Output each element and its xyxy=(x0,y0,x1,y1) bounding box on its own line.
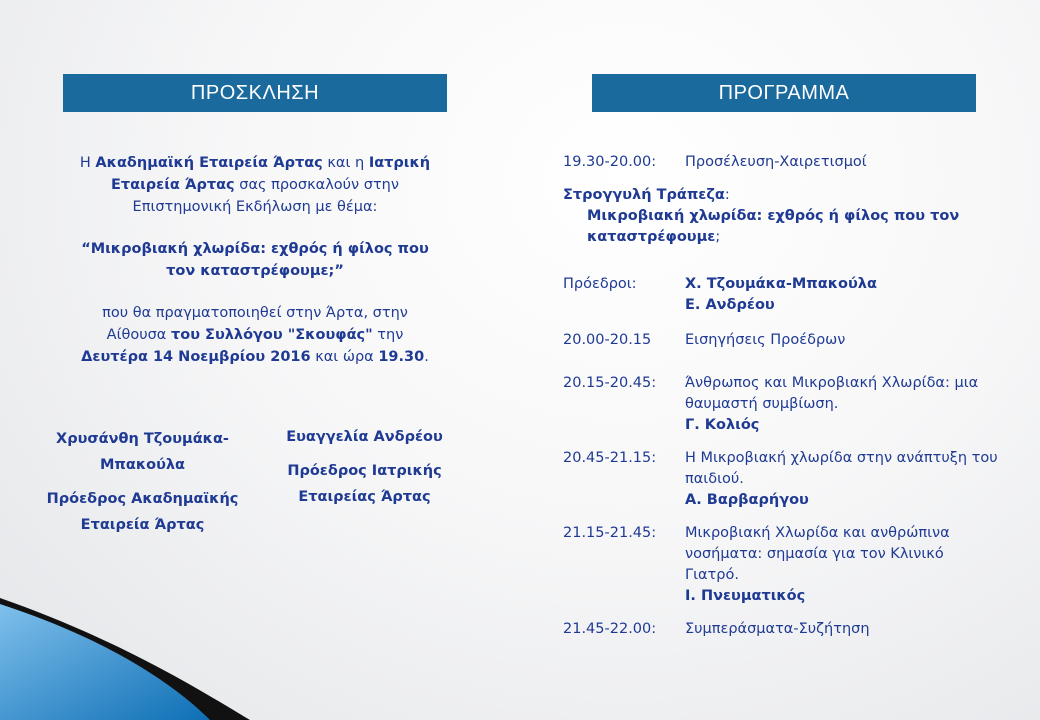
program-row xyxy=(563,523,1023,607)
program-list xyxy=(563,152,1023,640)
program-time: 21.15-21.45: xyxy=(563,525,657,541)
program-time: 21.45-22.00: xyxy=(563,621,657,637)
wave-blue xyxy=(0,604,210,720)
program-header xyxy=(592,74,976,112)
program-row xyxy=(563,448,1023,511)
event-topic-line-2: τον καταστρέφουμε;” xyxy=(166,263,344,279)
invitation-header xyxy=(63,74,447,112)
inv-place-line-1: που θα πραγματοποιηθεί στην Άρτα, στην xyxy=(102,305,408,321)
inv-line-3: Επιστημονική Εκδήλωση με θέμα: xyxy=(132,199,378,215)
round-table-colon: : xyxy=(724,187,730,203)
event-date: Δευτέρα 14 Νοεμβρίου 2016 xyxy=(81,349,311,365)
program-desc: Μικροβιακή Χλωρίδα και ανθρώπινα νοσήματα: σημασία για τον Κλινικό Γιατρό. xyxy=(685,525,950,583)
program-speaker: Α. Βαρβαρήγου xyxy=(685,492,809,508)
program-desc: Προσέλευση-Χαιρετισμοί xyxy=(685,154,867,170)
program-speaker: Γ. Κολιός xyxy=(685,417,760,433)
round-table-topic: Μικροβιακή χλωρίδα: εχθρός ή φίλος που τον καταστρέφουμε xyxy=(587,208,960,245)
event-time: 19.30 xyxy=(378,349,425,365)
program-desc: Εισηγήσεις Προέδρων xyxy=(685,332,846,348)
program-row xyxy=(563,152,1023,173)
chairs-label: Πρόεδροι: xyxy=(563,276,637,292)
program-time: 20.00-20.15 xyxy=(563,332,652,348)
event-topic-line-1: “Μικροβιακή χλωρίδα: εχθρός ή φίλος που xyxy=(81,241,429,257)
chair-1: Χ. Τζουμάκα-Μπακούλα xyxy=(685,276,877,292)
signature-left xyxy=(35,426,250,538)
round-table-q: ; xyxy=(715,229,721,245)
academic-society-name: Ακαδημαϊκή Εταιρεία Άρτας xyxy=(95,155,323,171)
inv-text: Η xyxy=(79,155,96,171)
invitation-header-text: ΠΡΟΣΚΛΗΣΗ xyxy=(190,81,320,104)
program-row-chairs xyxy=(563,274,1023,316)
signature-right-name: Ευαγγελία Ανδρέου xyxy=(286,429,443,445)
inv-line-2 xyxy=(45,174,465,196)
program-header-text: ΠΡΟΓΡΑΜΜΑ xyxy=(718,81,850,104)
program-time: 20.45-21.15: xyxy=(563,450,657,466)
program-speaker: Ι. Πνευματικός xyxy=(685,588,806,604)
inv-text: και ώρα xyxy=(310,349,379,365)
program-row xyxy=(563,619,1023,640)
round-table xyxy=(563,185,1023,248)
venue-name: του Συλλόγου "Σκουφάς" xyxy=(170,327,373,343)
signature-right xyxy=(272,424,457,510)
program-time: 19.30-20.00: xyxy=(563,154,657,170)
program-desc: Η Μικροβιακή χλωρίδα στην ανάπτυξη του παιδιού. xyxy=(685,450,998,487)
inv-text: την xyxy=(372,327,404,343)
signature-left-role: Πρόεδρος Ακαδημαϊκής Εταιρεία Άρτας xyxy=(46,491,239,533)
inv-date-line xyxy=(45,346,465,368)
medical-society-name-cont: Εταιρεία Άρτας xyxy=(111,177,235,193)
inv-text: και η xyxy=(322,155,369,171)
signature-right-role: Πρόεδρος Ιατρικής Εταιρείας Άρτας xyxy=(287,463,442,505)
inv-text: σας προσκαλούν στην xyxy=(234,177,399,193)
inv-line-1 xyxy=(45,152,465,174)
program-row xyxy=(563,330,1023,351)
round-table-label: Στρογγυλή Τράπεζα xyxy=(563,187,725,203)
chair-2: Ε. Ανδρέου xyxy=(685,297,775,313)
inv-place-line-2 xyxy=(45,324,465,346)
program-desc: Άνθρωπος και Μικροβιακή Χλωρίδα: μια θαυμαστή συμβίωση. xyxy=(685,375,979,412)
program-desc: Συμπεράσματα-Συζήτηση xyxy=(685,621,870,637)
inv-text: Αίθουσα xyxy=(106,327,171,343)
medical-society-name: Ιατρική xyxy=(368,155,431,171)
inv-text: . xyxy=(424,349,429,365)
invitation-text xyxy=(45,152,465,368)
program-time: 20.15-20.45: xyxy=(563,375,657,391)
signature-left-name: Χρυσάνθη Τζουμάκα-Μπακούλα xyxy=(56,431,229,473)
program-row xyxy=(563,373,1023,436)
